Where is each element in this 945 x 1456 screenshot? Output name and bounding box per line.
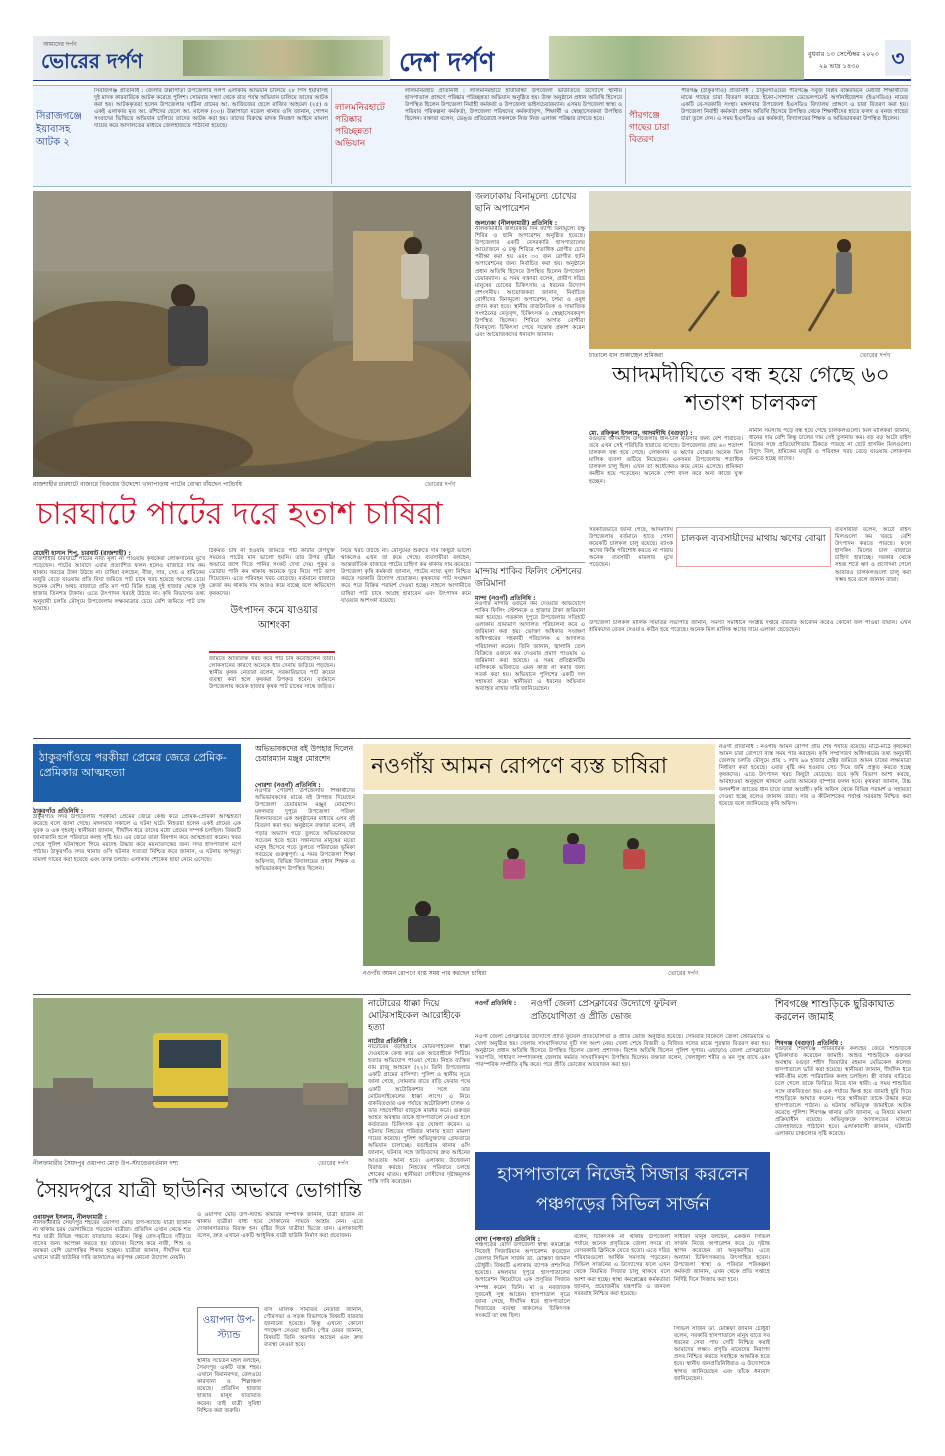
rice-mill-pullquote-box: [676, 527, 831, 567]
bus-stand-subhead-box: [197, 1307, 259, 1355]
murder-headline: নাটোরের ধাক্কা দিয়ে মোটরসাইকেল আরোহীকে হত্যা: [368, 999, 461, 1033]
jute-text-4: জমিতে অতিরিক্ত খরচ করে পাট চাষ করেছিলেন তারা। লোকসানের কারণে অনেকে ধার দেনায় জড়িয়ে পড়ছেন। স্থানীয় কৃষক নেতারা বলেন, সরকারিভাবে পাট ক্রয়ের ব্যবস্থা করা হলে কৃষকরা উপকৃত হবেন। বর্তমানে উপজেলায় কয়েক হাজার কৃষক পাট চাষের সাথে জড়িত।: [209, 656, 335, 691]
date-line-2: ২৯ ভাদ্র ১৪৩০: [819, 62, 860, 70]
eye-camp-story: [475, 191, 585, 561]
bus-stand-text-2: ও ওয়াপদা মোড় উপ-স্ট্যান্ড কমিটির সম্পাদক জানান, যাত্রী ছাউনি না থাকায় যাত্রীরা বাধ্য হয়ে দোকানের সামনে আশ্রয় নেন। এতে দোকানদাররাও বিরক্ত হন। বৃষ্টির দিনে যাত্রীরা ভিজে যান। এলাকাবাসী বলেন, দ্রুত এখানে একটি আধুনিক যাত্রী ছাউনি নির্মাণ করা প্রয়োজন।: [197, 1212, 363, 1240]
date-line-1: বুধবার ১৩ সেপ্টেম্বর ২০২৩: [808, 50, 879, 58]
jute-text-1: রাজশাহীর চারঘাটে পাটের নায্য মূল্য না পাওয়ায় কৃষকেরা লোকসানের মুখে পড়েছেন। পাটের আবাদে এবার প্রত্যাশিত ফলন হলেও বাজারে দাম কম থাকায় খরচের টাকা উঠছে না। চাষিরা বলছেন, বীজ, সার, সেচ ও শ্রমিকের মজুরি বেড়ে যাওয়ায় প্রতি বিঘা জমিতে পাট চাষে খরচ হয়েছে আগের চেয়ে অনেক বেশি। অথচ বাজারে প্রতি মণ পাট বিক্রি হচ্ছে দুই হাজার থেকে দুই হাজার তিনশত টাকায়। এতে উৎপাদন খরচই উঠছে না। কৃষি বিভাগের তথ্য অনুযায়ী চলতি মৌসুমে উপজেলায় লক্ষ্যমাত্রার চেয়ে বেশি জমিতে পাট চাষ হয়েছে।: [33, 556, 205, 612]
rice-mill-text-5: উপজেলা চালকল মালিক সমিতির সভাপতি জানান, সমস্যা সমাধানে সংশ্লিষ্ট দপ্তরে বারবার আবেদন করেও কোনো ফল পাওয়া যায়নি। এখন শ্রমিকদের বেতন দেওয়াও কঠিন হয়ে পড়েছে। অনেক মিল মালিক ঋণের দায়ে এলাকা ছেড়েছেন।: [589, 620, 911, 634]
jute-photo-caption: রাজশাহীর চারঘাটে বাজারে বিক্রয়ের উদ্দেশ্যে খানাপাড়ায় পাটের বোঝা বাঁধছেন পাটচাষি: [33, 481, 242, 488]
thakurgaon-headline: ঠাকুরগাঁওয়ে পরকীয়া প্রেমের জেরে প্রেমিক-প্রেমিকার আত্মহত্যা: [39, 751, 227, 779]
murder-text: নাটোরের বড়াইগ্রামে মোটরসাইকেল ধাক্কা দেওয়াকে কেন্দ্র করে এক আরোহীকে পিটিয়ে হত্যার অভিযোগ পাওয়া গেছে। নিহত ব্যক্তির নাম রাজু আহমেদ (২২)। তিনি উপজেলার একটি গ্রামের বাসিন্দা। পুলিশ ও স্থানীয় সূত্রে জানা গেছে, সোমবার রাতে বাড়ি ফেরার পথে একটি অটোরিকশার সঙ্গে তার মোটরসাইকেলের ধাক্কা লাগে। এ নিয়ে বাকবিতণ্ডার এক পর্যায়ে অটোরিকশা চালক ও তার সহযোগীরা রাজুকে মারধর করে। গুরুতর আহত অবস্থায় তাকে হাসপাতালে নেওয়া হলে কর্তব্যরত চিকিৎসক মৃত ঘোষণা করেন। এ ঘটনায় নিহতের পরিবার থানায় হত্যা মামলা দায়ের করেছে। পুলিশ অভিযুক্তদের গ্রেফতারে অভিযান চালাচ্ছে। বড়াইগ্রাম থানার ওসি জানান, ঘটনার সঙ্গে জড়িতদের দ্রুত আইনের আওতায় আনা হবে। এলাকায় উত্তেজনা বিরাজ করছে। নিহতের পরিবারে চলছে শোকের মাতম। স্থানীয়রা দোষীদের দৃষ্টান্তমূলক শাস্তি দাবি করেছেন।: [368, 1044, 470, 1185]
jute-photo-credit: ভোরের দর্পণ: [425, 481, 456, 488]
brief-pirganj-text: পীরগঞ্জ (ঠাকুরগাঁও) প্রতিনিধি : ঠাকুরগাঁওয়ের পীরগঞ্জে সবুজ বিপ্লব বাস্তবায়নে মেধাবী শিক্ষার্থীদের মাঝে গাছের চারা বিতরণ করেছে ইকো-সোশ্যাল ডেভেলপমেন্ট অর্গানাইজেশন (ইএসডিও) নামের একটি বে-সরকারি সংস্থা। মঙ্গলবার উপজেলা ইএসডিও বিদ্যালয় প্রাঙ্গণে এ চারা বিতরণ করা হয়। উপজেলা নির্বাহী কর্মকর্তা প্রধান অতিথি হিসেবে উপস্থিত থেকে শিক্ষার্থীদের হাতে ফলদ ও বনজ গাছের চারা তুলে দেন। এ সময় ইএসডিও এর কর্মকর্তা, বিদ্যালয়ের শিক্ষক ও অভিভাবকরা উপস্থিত ছিলেন।: [681, 88, 908, 123]
bus-stand-photo-caption: নীলফামারীর সৈয়দপুর ওয়াপদা মোড় উপ-স্ট্যান্ডেরবর্তমান দশা: [33, 1160, 178, 1167]
masthead-right-banner: [549, 36, 804, 80]
jute-bundles-illustration: [33, 191, 471, 477]
rice-mill-text-1: বগুড়ার আদমদীঘি উপজেলার ধান-চাল ব্যবসার জন্য বেশ পরিচিত। তবে এখন সেই পরিচিতি হারাতে বসেছে। উপজেলার প্রায় ৬০ শতাংশ চালকল বন্ধ হয়ে গেছে। লোকসান ও ঋণের বোঝায় অনেক মিল মালিক ব্যবসা গুটিয়ে নিয়েছেন। একসময় উপজেলায় শতাধিক চালকল চালু ছিল। এখন তা অর্ধেকেরও কমে নেমে এসেছে। শ্রমিকরা কর্মহীন হয়ে পড়েছেন। অনেকে পেশা বদল করে অন্য কাজে যুক্ত হচ্ছেন।: [589, 436, 743, 485]
brief-pirganj-headline: পীরগঞ্জে গাছের চারা বিতরণ: [629, 111, 670, 145]
masthead: [33, 36, 911, 81]
thakurgaon-byline: ঠাকুরগাঁও প্রতিনিধি :: [33, 808, 84, 815]
surgeon-byline: বোদা (পঞ্চগড়) প্রতিনিধি :: [475, 1236, 541, 1243]
football-story: [475, 998, 770, 1148]
brief-sirajganj: [36, 88, 328, 184]
masthead-small-text: আমাদের দর্পণ: [43, 41, 77, 48]
bus-stand-subhead: ওয়াপদা উপ-স্ট্যান্ড: [202, 1315, 256, 1341]
fine-headline: মান্দায় শাকিব ফিলিং স্টেশনের জরিমানা: [475, 567, 582, 589]
book-gift-story: [255, 744, 355, 992]
rice-mill-text-2: নানান সমস্যায় পড়ে বন্ধ হয়ে গেছে চালকলগুলো। মিল মালিকরা জানান, ধানের দাম বেশি কিন্তু চালের দাম সেই তুলনায় কম। বড় বড় অটো রাইস মিলের সঙ্গে প্রতিযোগিতায় টিকতে পারছে না ছোট হাসকিং মিলগুলো। বিদ্যুৎ বিল, শ্রমিকের মজুরি ও পরিবহন খরচ বেড়ে যাওয়ায় লোকসান গুনতে হচ্ছে তাদের।: [749, 428, 911, 463]
masthead-left-banner: [33, 36, 390, 80]
jute-byline: মেহেদী হাসান শিপু, চারঘাট (রাজশাহী) :: [33, 550, 131, 557]
section-rule: [33, 994, 911, 995]
brief-sirajganj-text: সিরাজগঞ্জ প্রতিনিধি : জেলার উল্লাপাড়া উপজেলার সলপ এলাকায় অভিযান চালিয়ে ২৮ পিস ইয়াবাসহ দুই মাদক কারবারিকে আটক করেছে পুলিশ। সোমবার সন্ধ্যা থেকে রাত পর্যন্ত অভিযান চালিয়ে তাদের আটক করা হয়। আটককৃতরা হলেন উপজেলার ঘাটিনা গ্রামের আ. আজিজের ছেলে রাজিব আহমেদ (২৫) ও একই এলাকার মৃত আ. রশিদের ছেলে আ. মালেক (৩০)। উল্লাপাড়া মডেল থানার ওসি জানান, গোপন সংবাদের ভিত্তিতে অভিযান চালিয়ে তাদের আটক করা হয়। তাদের বিরুদ্ধে মাদক নিয়ন্ত্রণ আইনে মামলা দায়ের করে আদালতের মাধ্যমে জেলহাজতে পাঠানো হয়েছে।: [94, 88, 328, 130]
naogaon-headline-box: [363, 744, 715, 790]
shibganj-headline: শিবগঞ্জে শাশুড়িকে ছুরিকাঘাত করলেন জামাই: [775, 999, 895, 1023]
rice-mill-text-3: সরকারিভাবে জানা গেছে, আদমদীঘি উপজেলায় বর্তমানে হাতে গোনা কয়েকটি চালকল চালু রয়েছে। ব্যাংক ঋণের কিস্তি পরিশোধ করতে না পারায় অনেক ব্যবসায়ী মামলার মুখে পড়েছেন।: [589, 527, 673, 569]
section-rule: [33, 738, 911, 739]
paper-name: ভোরের দর্পণ: [41, 49, 143, 73]
bus-road-illustration: [33, 998, 363, 1156]
fine-story: [475, 566, 585, 734]
naogaon-photo: [363, 794, 715, 966]
naogaon-headline: নওগাঁয় আমন রোপণে ব্যস্ত চাষিরা: [371, 754, 668, 779]
bus-stand-headline: সৈয়দপুরে যাত্রী ছাউনির অভাবে ভোগান্তি: [36, 1178, 362, 1202]
rice-mill-headline: আদমদীঘিতে বন্ধ হয়ে গেছে ৬০ শতাংশ চালকল: [612, 363, 890, 416]
surgeon-text-3: সাধারণ মানুষ বলছেন, একজন সিভিল সার্জন নিজে অপারেশন করে যে দৃষ্টান্ত স্থাপন করেছেন তা অনুকরণীয়। এতে অন্যান্য চিকিৎসকরাও উৎসাহিত হবেন। উপজেলা স্বাস্থ্য ও পরিবার পরিকল্পনা কর্মকর্তা জানান, এখন থেকে প্রতি সপ্তাহে নির্দিষ্ট দিনে সিজার করা হবে।: [674, 1234, 770, 1283]
book-gift-text: নওগাঁর পোরশা উপজেলায় শিক্ষার্থীদের অভিভাবকদের মাঝে বই উপহার দিয়েছেন উপজেলা চেয়ারম্যান মঞ্জুর মোরশেদ। মঙ্গলবার দুপুরে উপজেলা পরিষদ মিলনায়তনে এক অনুষ্ঠানের মাধ্যমে এসব বই বিতরণ করা হয়। অনুষ্ঠানে বক্তারা বলেন, বই পড়ার অভ্যাস গড়ে তুলতে অভিভাবকদের সচেতন হতে হবে। সন্তানদের মানুষের মতো মানুষ হিসেবে গড়ে তুলতে পরিবারের ভূমিকা সবচেয়ে গুরুত্বপূর্ণ। এ সময় উপজেলা শিক্ষা অফিসার, বিভিন্ন বিদ্যালয়ের প্রধান শিক্ষক ও অভিভাবকবৃন্দ উপস্থিত ছিলেন।: [255, 788, 355, 873]
rice-mill-photo-caption: চাতালে ধান শুকাচ্ছেন শ্রমিকরা: [589, 352, 663, 359]
eye-camp-text: নীলফামারীর জলঢাকায় দিন ব্যাপী বিনামূল্যে চক্ষু শিবির ও ছানি অপারেশন অনুষ্ঠিত হয়েছে। উপজেলার একটি বেসরকারি হাসপাতালের আয়োজনে এ চক্ষু শিবিরে শতাধিক রোগীর চোখ পরীক্ষা করা হয় এবং ৩০ জন রোগীর ছানি অপারেশনের জন্য নির্বাচিত করা হয়। অনুষ্ঠানে প্রধান অতিথি হিসেবে উপস্থিত ছিলেন উপজেলা চেয়ারম্যান। এ সময় বক্তারা বলেন, গ্রামীণ দরিদ্র মানুষের চোখের চিকিৎসায় এ ধরনের উদ্যোগ প্রশংসনীয়। আয়োজকরা জানান, নির্বাচিত রোগীদের বিনামূল্যে অপারেশন, চশমা ও ওষুধ প্রদান করা হবে। স্থানীয় রাজনৈতিক ও সামাজিক সংগঠনের নেতৃবৃন্দ, চিকিৎসক ও স্বেচ্ছাসেবকবৃন্দ উপস্থিত ছিলেন। শিবিরে আগত রোগীরা বিনামূল্যে চিকিৎসা পেয়ে সন্তোষ প্রকাশ করেন এবং আয়োজকদের ধন্যবাদ জানান।: [475, 226, 585, 339]
surgeon-text-1: পঞ্চগড়ের বোদা উপজেলা স্বাস্থ্য কমপ্লেক্সে নিজেই সিজারিয়ান অপারেশন করেছেন জেলার সিভিল সার্জন ডা. মোস্তফা জামান চৌধুরী। বিষয়টি এলাকায় ব্যাপক প্রশংসিত হয়েছে। মঙ্গলবার দুপুরে হাসপাতালের অপারেশন থিয়েটারে এক প্রসূতির সিজার সম্পন্ন করেন তিনি। মা ও নবজাতক দুজনেই সুস্থ আছেন। হাসপাতাল সূত্রে জানা গেছে, দীর্ঘদিন ধরে হাসপাতালে সিজারের ব্যবস্থা থাকলেও চিকিৎসক সংকটে তা বন্ধ ছিল।: [475, 1242, 570, 1319]
surgeon-text-2: বলেন, চিকিৎসক না থাকায় উপজেলা পর্যায়ে অনেক প্রসূতিকে জেলা সদরে বা বেসরকারি ক্লিনিকে যেতে হতো। এতে দরিদ্র পরিবারগুলো আর্থিক সমস্যায় পড়তেন। সিভিল সার্জনের এ উদ্যোগের ফলে এখন থেকে নিয়মিত সিজার চালু থাকবে বলে আশা করা হচ্ছে। স্বাস্থ্য কমপ্লেক্সের কর্মকর্তারা জানান, প্রয়োজনীয় যন্ত্রপাতি ও জনবল সরবরাহ নিশ্চিত করা হয়েছে।: [574, 1234, 670, 1297]
book-gift-headline: অভিভাবকদের বই উপহার দিলেন চেয়ারম্যান মঞ্জুর মোরশেদ: [255, 744, 354, 763]
bus-stand-photo-credit: ভোরের দর্পণ: [318, 1160, 349, 1167]
divider: [475, 562, 585, 563]
paddy-planting-illustration: [363, 794, 715, 966]
brief-divider: [625, 88, 626, 184]
rice-mill-text-4: ব্যবসায়ীরা বলেন, অটো রাইস মিলগুলো কম খরচে বেশি উৎপাদন করতে পারছে। ফলে হাসকিং মিলের চাল বাজারে চাহিদা হারাচ্ছে। সরকার থেকে সহজ শর্তে ঋণ ও প্রণোদনা পেলে আবারও চালকলগুলো চালু করা সম্ভব হবে বলে জানান তারা।: [835, 527, 911, 583]
rice-mill-photo: [589, 191, 911, 349]
section-title: দেশ দর্পণ: [399, 48, 495, 78]
thakurgaon-text: ঠাকুরগাঁও সদর উপজেলায় পরকীয়া প্রেমের জেরে কেন্দ্র করে প্রেমিক-প্রেমিকা আত্মহত্যা করেছে বলে জানা গেছে। মঙ্গলবার সকালে এ ঘটনা ঘটে। নিহতরা হলেন একই গ্রামের এক যুবক ও এক গৃহবধূ। স্থানীয়রা জানান, দীর্ঘদিন ধরে তাদের মধ্যে প্রেমের সম্পর্ক চলছিল। বিষয়টি জানাজানি হলে পরিবারে কলহ সৃষ্টি হয়। এর জেরে তারা বিষপান করে আত্মহত্যা করেন। খবর পেয়ে পুলিশ ঘটনাস্থলে গিয়ে মরদেহ উদ্ধার করে ময়নাতদন্তের জন্য সদর হাসপাতাল মর্গে পাঠায়। ঠাকুরগাঁও সদর থানার ওসি ঘটনার সত্যতা নিশ্চিত করে জানান, এ ঘটনায় অপমৃত্যু মামলা দায়ের করা হয়েছে এবং তদন্ত চলছে। এলাকায় শোকের ছায়া নেমে এসেছে।: [33, 814, 241, 863]
naogaon-text: নওগাঁ প্রতিনিধি : নওগাঁয় আমন রোপণ প্রায় শেষ পর্যায়ে রয়েছে। মাঠে-মাঠে কৃষকেরা আমন চারা রোপণে ব্যস্ত সময় পার করছেন। কৃষি সম্প্রসারণ অধিদপ্তরের তথ্য অনুযায়ী জেলায় চলতি মৌসুমে প্রায় ১ লাখ ৯৬ হাজার হেক্টর জমিতে আমন চাষের লক্ষ্যমাত্রা নির্ধারণ করা হয়েছে। এবার বৃষ্টি কম হওয়ায় সেচ দিয়ে জমি প্রস্তুত করতে হচ্ছে কৃষকদের। এতে উৎপাদন খরচ কিছুটা বেড়েছে। তবে কৃষি বিভাগ আশা করছে, আবহাওয়া অনুকূলে থাকলে এবার আমনের বাম্পার ফলন হবে। কৃষকরা জানান, উচ্চ ফলনশীল জাতের ধান চাষে তারা আগ্রহী। কৃষি অফিস থেকে বিভিন্ন পরামর্শ ও সহায়তা দেওয়া হচ্ছে বলেও জানান তারা। সার ও কীটনাশকের পর্যাপ্ত সরবরাহ নিশ্চিত করা হয়েছে বলে জানিয়েছে কৃষি অফিস।: [719, 744, 911, 807]
bus-stand-text-1: নীলফামারীর সৈয়দপুর শহরের ওয়াপদা মোড় উপ-স্ট্যান্ডে যাত্রী ছাউনি না থাকায় চরম ভোগান্তিতে পড়ছেন যাত্রীরা। প্রতিদিন এখান থেকে শত শত যাত্রী বিভিন্ন গন্তব্যে যাতায়াত করেন। কিন্তু রোদ-বৃষ্টিতে দাঁড়িয়ে বাসের জন্য অপেক্ষা করতে হয় তাদের। বিশেষ করে নারী, শিশু ও বয়স্করা বেশি ভোগান্তির শিকার হচ্ছেন। যাত্রীরা জানান, দীর্ঘদিন ধরে এখানে যাত্রী ছাউনির দাবি জানালেও কর্তৃপক্ষ কোনো উদ্যোগ নেয়নি।: [33, 1220, 191, 1262]
shibganj-story: [775, 998, 911, 1420]
murder-byline: নাটোর প্রতিনিধি :: [368, 1038, 412, 1045]
eye-camp-headline: জলঢাকায় বিনামূল্যে চোখের ছানি অপারেশন: [475, 192, 577, 214]
surgeon-headline-box: [475, 1152, 770, 1230]
naogaon-photo-credit: ভোরের দর্পণ: [668, 970, 699, 977]
page-number: ৩: [885, 40, 911, 76]
jute-text-3: নিয়ে খরচ উঠছে না। মৌসুমের শুরুতে দাম কিছুটা ভালো থাকলেও এখন তা কমে গেছে। ব্যবসায়ীরা বলছেন, আন্তর্জাতিক বাজারে পাটের চাহিদা কম থাকায় দাম কমেছে। উপজেলা কৃষি কর্মকর্তা জানান, পাটের ন্যায্য মূল্য নিশ্চিত করতে সরকারি উদ্যোগ প্রয়োজন। কৃষকদের পাট সংরক্ষণ করে পরে বিক্রির পরামর্শ দেওয়া হচ্ছে। নাহলে আগামীতে চাষিরা পাট চাষে আগ্রহ হারাবেন এবং উৎপাদন কমে যাওয়ার আশংকা রয়েছে।: [341, 548, 471, 604]
brief-pirganj: [629, 88, 908, 184]
fine-byline: মান্দা (নওগাঁ) প্রতিনিধি :: [475, 595, 536, 602]
brief-lalmonirhat-headline: লালমনিরহাটে পরিষ্কার পরিচ্ছন্নতা অভিযান: [335, 103, 385, 149]
jute-subhead-box: [209, 597, 335, 653]
rice-mill-photo-credit: ভোরের দর্পণ: [860, 352, 891, 359]
brief-lalmonirhat-text: লালমনিরহাট প্রতিনিধি : লালমনিরহাটে হাতীবান্ধা উপজেলা ভাউতিতে উদ্যোগে স্থানীয় হাসপাতাল প্রাঙ্গণে পরিষ্কার পরিচ্ছন্নতা অভিযান অনুষ্ঠিত হয়। উক্ত অনুষ্ঠানে প্রধান অতিথি হিসেবে উপস্থিত ছিলেন উপজেলা নির্বাহী কর্মকর্তা ও উপজেলা ভাইসচেয়ারম্যান। এসময় উপজেলা স্বাস্থ্য ও পরিবার পরিকল্পনা কর্মকর্তা, উপজেলা পরিষদের কর্মকর্তাবৃন্দ, শিক্ষার্থী ও স্বেচ্ছাসেবকরা উপস্থিত ছিলেন। বক্তারা বলেন, ডেঙ্গু প্রতিরোধে সকলকে নিজ নিজ এলাকা পরিষ্কার রাখতে হবে।: [405, 88, 622, 123]
brief-lalmonirhat: [335, 88, 622, 184]
shibganj-text: বগুড়ার শিবগঞ্জে পারিবারিক কলহের জেরে শাশুড়িকে ছুরিকাঘাত করেছেন জামাই। আহত শাশুড়িকে গুরুতর অবস্থায় বগুড়া শহীদ জিয়াউর রহমান মেডিকেল কলেজ হাসপাতালে ভর্তি করা হয়েছে। স্থানীয়রা জানান, দীর্ঘদিন ধরে স্বামী-স্ত্রীর মধ্যে পারিবারিক কলহ চলছিল। স্ত্রী বাবার বাড়িতে চলে গেলে তাকে ফিরিয়ে নিতে যান স্বামী। এ সময় শাশুড়ির সঙ্গে বাকবিতণ্ডা হয়। এক পর্যায়ে ক্ষিপ্ত হয়ে জামাই ছুরি দিয়ে শাশুড়িকে আঘাত করেন। পরে স্থানীয়রা তাকে উদ্ধার করে হাসপাতালে পাঠান। এ ঘটনায় অভিযুক্ত জামাইকে আটক করেছে পুলিশ। শিবগঞ্জ থানার ওসি জানান, এ বিষয়ে মামলা প্রক্রিয়াধীন রয়েছে। অভিযুক্তকে আদালতের মাধ্যমে জেলহাজতে পাঠানো হবে। এলাকাবাসী জানান, ঘটনাটি এলাকায় চাঞ্চল্যের সৃষ্টি করেছে।: [775, 1046, 911, 1138]
surgeon-text-4: সিভিল সার্জন ডা. মোস্তফা জামান চৌধুরী বলেন, সরকারি হাসপাতালে মানুষ যাতে সব ধরনের সেবা পায় সেটি নিশ্চিত করাই আমাদের লক্ষ্য। প্রসূতি মায়েদের নিরাপদ প্রসব নিশ্চিত করতে সবাইকে আন্তরিক হতে হবে। স্থানীয় জনপ্রতিনিধিরাও এ উদ্যোগকে স্বাগত জানিয়েছেন এবং তাঁকে ধন্যবাদ জানিয়েছেন।: [674, 1326, 770, 1382]
jute-text-2: ঠিকমত চাষ না হওয়ায় জমিতে পাট কাটার উপযুক্ত সময়েও পাটের মান ভালো হয়নি। তার উপর বৃষ্টির অভাবে জাগ দিতে পানির সংকট দেখা দেয়। পুকুর ও ডোবায় পানি কম থাকায় অনেকে দূরে নিয়ে পাট জাগ দিয়েছেন। এতে পরিবহন খরচ বেড়েছে। বর্তমানে বাজারে ক্রেতা কম থাকায় দাম আরও কমে যাচ্ছে বলে অভিযোগ কৃষকদের।: [209, 548, 335, 596]
jute-photo: [33, 191, 471, 477]
bus-stand-photo: [33, 998, 363, 1156]
brief-sirajganj-headline: সিরাজগঞ্জে ইয়াবাসহ আটক ২: [36, 111, 82, 148]
bus-stand-byline: ওবায়দুল ইসলাম, নীলফামারী :: [33, 1214, 108, 1221]
naogaon-photo-caption: নওগাঁয় আমন রোপণে ব্যস্ত সময় পার করছেন চাষিরা: [363, 970, 487, 977]
shibganj-byline: শিবগঞ্জ (বগুড়া) প্রতিনিধি :: [775, 1040, 843, 1047]
bus-stand-text-4: স্থানীয় সচেতন মহল বলছেন, সৈয়দপুর একটি ব্যস্ত শহর। এখানে বিমানবন্দর, রেলওয়ে কারখানা ও শিল্পাঞ্চল রয়েছে। প্রতিদিন হাজার হাজার মানুষ যাতায়াত করেন। তাই যাত্রী সুবিধা নিশ্চিত করা জরুরি।: [197, 1358, 261, 1414]
football-byline: নওগাঁ প্রতিনিধি :: [475, 1000, 517, 1007]
eye-camp-byline: জলঢাকা (নীলফামারী) প্রতিনিধি :: [475, 220, 558, 227]
book-gift-byline: পোরশা (নওগাঁ) প্রতিনিধি :: [255, 782, 321, 789]
jute-subhead: উৎপাদন কমে যাওয়ার আশংকা: [230, 605, 318, 631]
bus-stand-text-3: বাস মালিক সমিতির নেতারা জানান, পৌরসভা ও সড়ক বিভাগকে বিষয়টি বারবার জানানো হয়েছে। কিন্তু এখনো কোনো পদক্ষেপ নেওয়া হয়নি। পৌর মেয়র জানান, বিষয়টি তিনি অবগত আছেন এবং দ্রুত ব্যবস্থা নেওয়া হবে।: [264, 1307, 363, 1349]
jute-headline: চারঘাটে পাটের দরে হতাশ চাষিরা: [36, 496, 443, 532]
rice-mill-subhead: চালকল ব্যবসায়ীদের মাথায় ঋণের বোঝা: [681, 534, 826, 544]
brief-divider: [331, 88, 332, 184]
fine-text: নওগাঁর মান্দায় ওজনে কম দেওয়ার অভিযোগে শাকিব ফিলিং স্টেশনকে ৫ হাজার টাকা জরিমানা করা হয়েছে। গতকাল দুপুরে উপজেলার সতিহাট এলাকায় ভ্রাম্যমাণ আদালত পরিচালনা করে এ জরিমানা করা হয়। ভোক্তা অধিকার সংরক্ষণ অধিদপ্তরের সহকারী পরিচালক এ আদালত পরিচালনা করেন। তিনি জানান, জ্বালানি তেল বিক্রিতে ওজনে কম দেওয়ার প্রমাণ পাওয়ায় এ জরিমানা করা হয়েছে। এ সময় প্রতিষ্ঠানটির মালিককে ভবিষ্যতে এমন কাজ না করার জন্য সতর্ক করা হয়। অভিযানে পুলিশের একটি দল সহায়তা করে। স্থানীয়রা এ ধরনের অভিযান অব্যাহত রাখার দাবি জানিয়েছেন।: [475, 601, 585, 693]
rice-mill-byline: মো. রফিকুল ইসলাম, আদমদীঘি (বগুড়া) :: [589, 430, 693, 437]
drying-rice-illustration: [589, 191, 911, 349]
murder-story: [368, 998, 470, 1420]
football-text: নওগাঁ জেলা প্রেসক্লাবের উদ্যোগে প্রীতি ফুটবল প্রতিযোগিতা ও প্রীতি ভোজ অনুষ্ঠিত হয়েছে। সোমবার বিকেলে জেলা স্টেডিয়ামে এ খেলা অনুষ্ঠিত হয়। খেলায় সাংবাদিকদের দুটি দল অংশ নেয়। খেলা শেষে বিজয়ী ও বিজিত দলের মাঝে পুরস্কার বিতরণ করা হয়। অনুষ্ঠানে প্রধান অতিথি হিসেবে উপস্থিত ছিলেন জেলা প্রশাসক। বিশেষ অতিথি ছিলেন পুলিশ সুপার। এছাড়াও জেলা প্রেসক্লাবের সভাপতি, সাধারণ সম্পাদকসহ জেলায় কর্মরত সাংবাদিকবৃন্দ উপস্থিত ছিলেন। বক্তারা বলেন, খেলাধুলা শরীর ও মন সুস্থ রাখে এবং পারস্পরিক সম্প্রীতি বৃদ্ধি করে। পরে প্রীতি ভোজের আয়োজন করা হয়।: [475, 1034, 770, 1069]
field-photo-strip: [183, 40, 383, 76]
thakurgaon-headline-box: [33, 744, 241, 802]
surgeon-headline: হাসপাতালে নিজেই সিজার করলেন পঞ্চগড়ের সিভিল সার্জন: [497, 1164, 749, 1215]
football-headline: নওগাঁ জেলা প্রেসক্লাবের উদ্যোগে ফুটবল প্রতিযোগিতা ও প্রীতি ভোজ: [531, 999, 677, 1022]
